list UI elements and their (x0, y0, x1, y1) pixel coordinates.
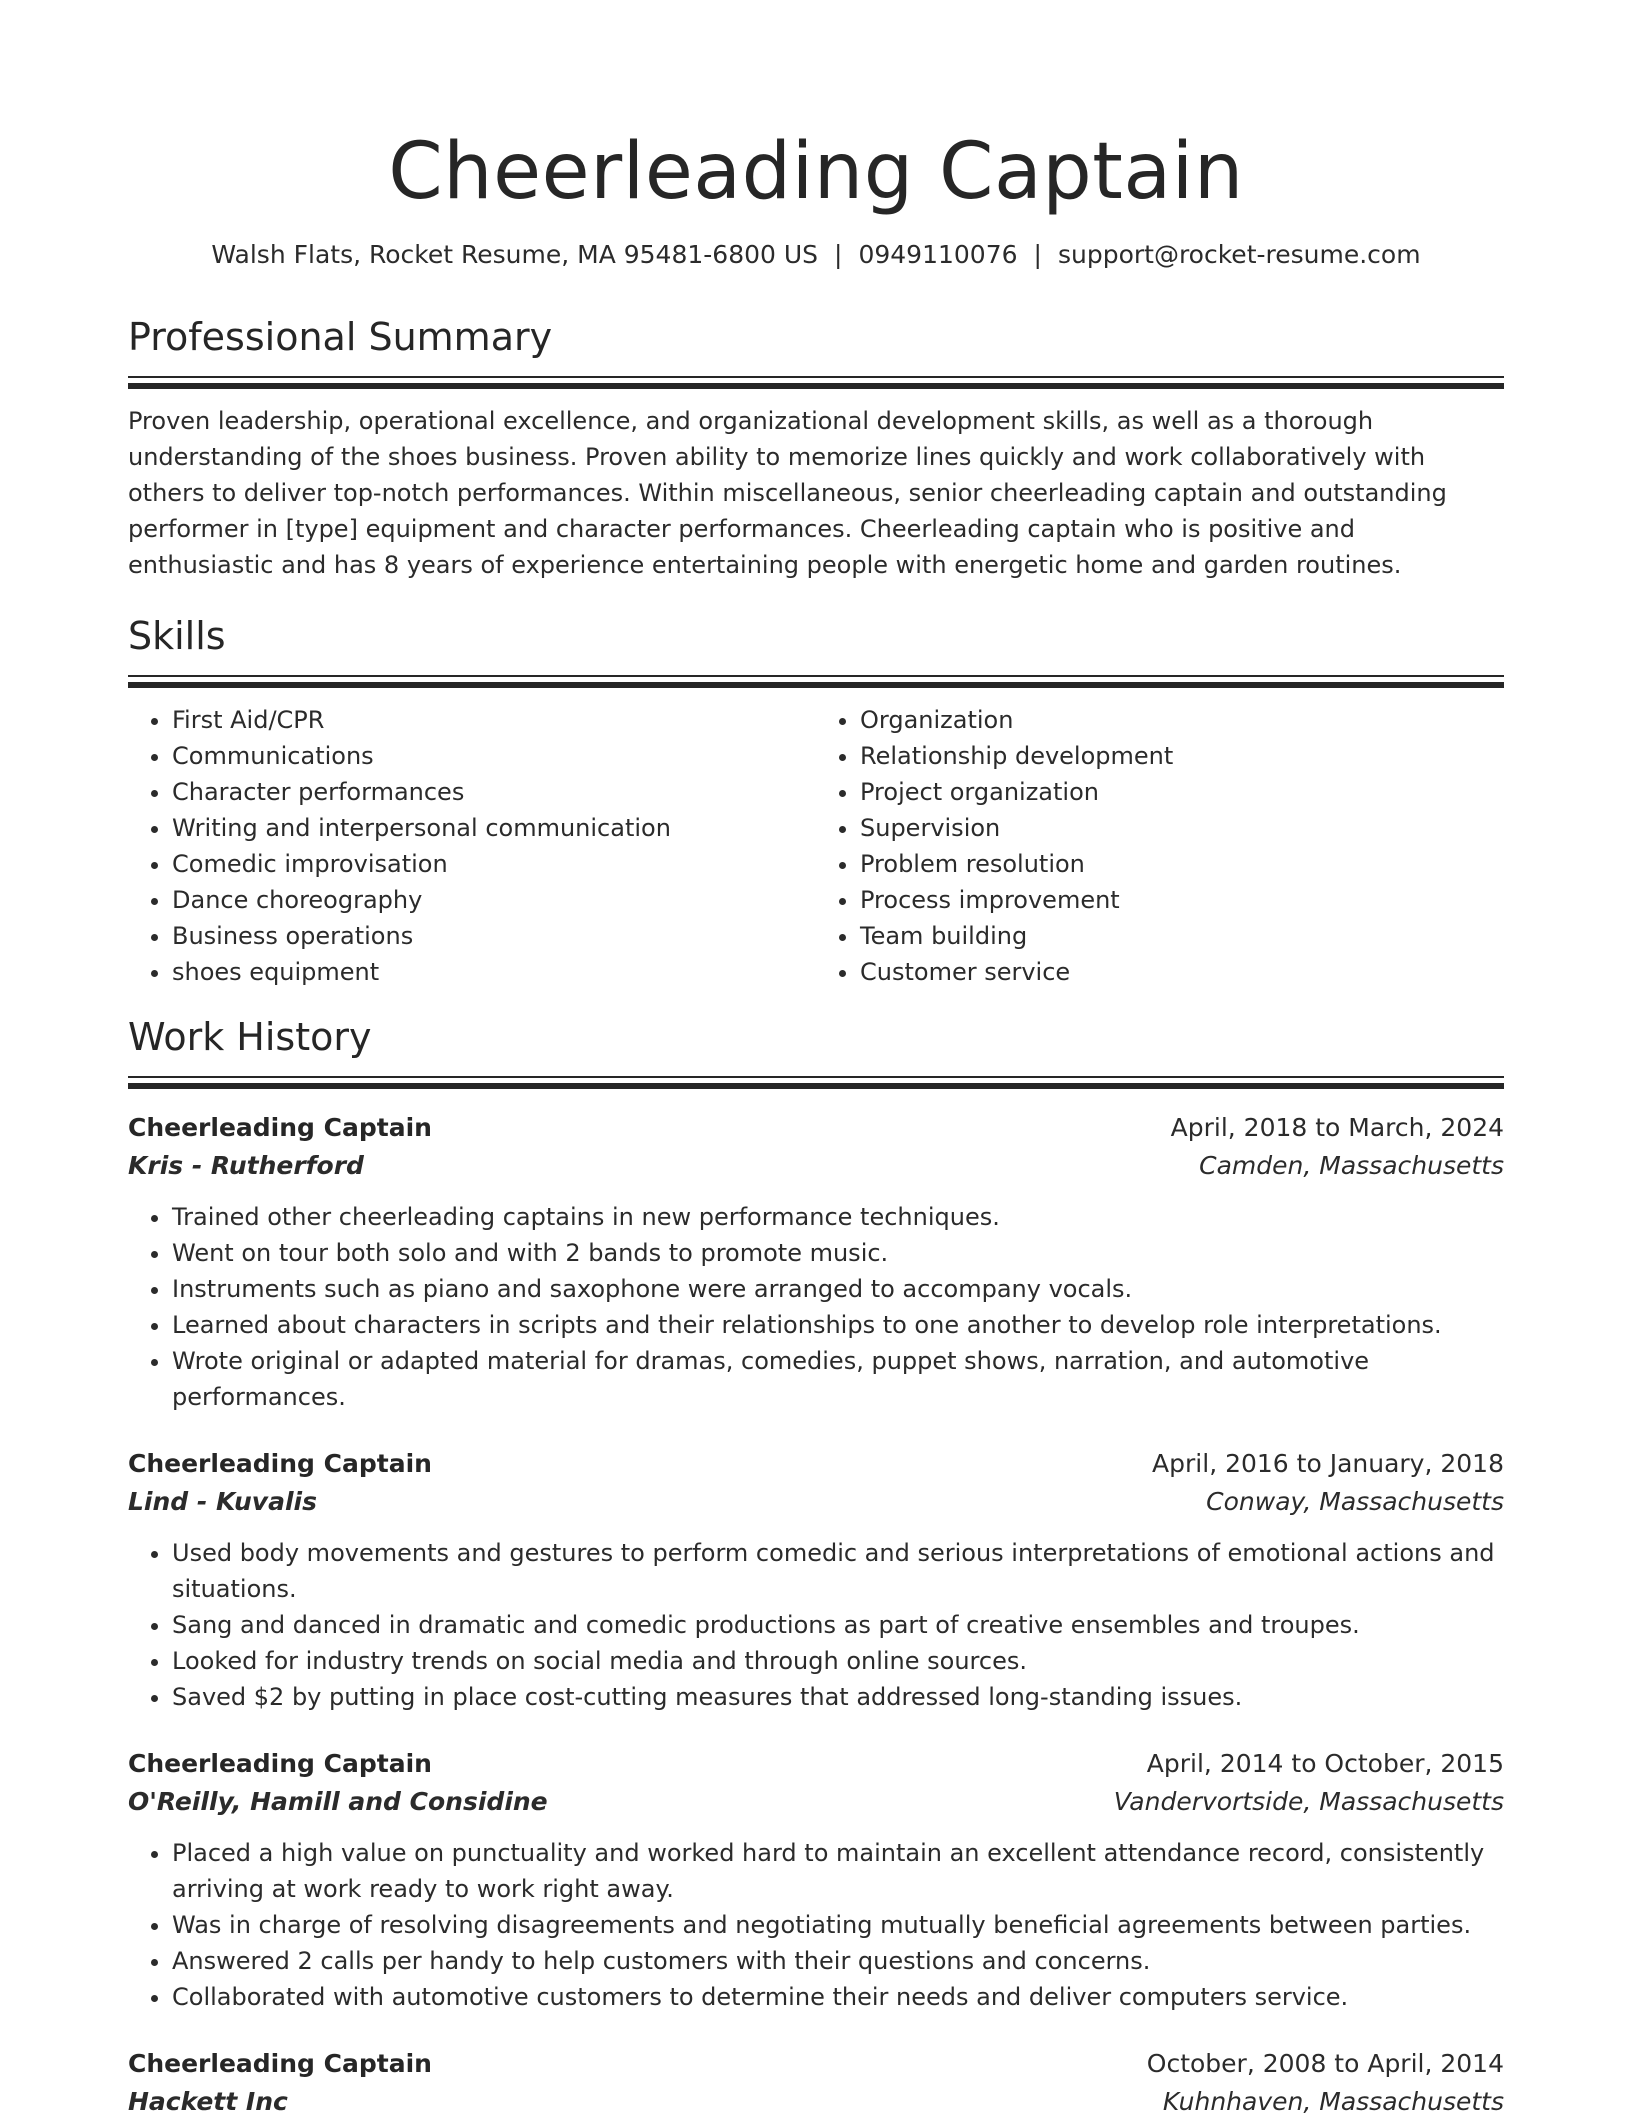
skill-item: • Comedic improvisation (172, 846, 816, 882)
job-entry (128, 2045, 1504, 2121)
job-bullets (128, 1199, 1504, 1415)
skills-list (128, 702, 1504, 990)
job-company: Kris - Rutherford (128, 1151, 364, 1180)
skill-item: • First Aid/CPR (172, 702, 816, 738)
job-location: Camden, Massachusetts (1199, 1151, 1504, 1180)
section-title-summary: Professional Summary (128, 315, 553, 359)
job-location: Vandervortside, Massachusetts (1113, 1787, 1504, 1816)
section-divider (128, 1076, 1504, 1089)
contact-phone: 0949110076 (858, 240, 1018, 269)
job-bullets (128, 1835, 1504, 2015)
job-dates: October, 2008 to April, 2014 (1146, 2049, 1504, 2078)
job-bullets (128, 1535, 1504, 1715)
job-bullet: • Trained other cheerleading captains in new performance techniques. (172, 1199, 1504, 1235)
skill-item: • Customer service (860, 954, 1504, 990)
skills-column-right (816, 702, 1504, 990)
job-location: Kuhnhaven, Massachusetts (1162, 2087, 1504, 2116)
job-dates: April, 2018 to March, 2024 (1170, 1113, 1504, 1142)
skill-item: • Problem resolution (860, 846, 1504, 882)
skill-item: • Team building (860, 918, 1504, 954)
skill-item: • Communications (172, 738, 816, 774)
job-entry (128, 1445, 1504, 1715)
skill-item: • Relationship development (860, 738, 1504, 774)
summary-text: Proven leadership, operational excellence, and organizational development skills, as well as a thorough understanding of the shoes business. Proven ability to memorize lines quickly and work collaboratively with others to deliver top-notch performances. Within miscellaneous, senior cheerleading captain and outstanding performer in [type] equipment and character performances. Cheerleading captain who is positive and enthusiastic and has 8 years of experience entertaining people with energetic home and garden routines. (128, 407, 1447, 579)
job-bullet: • Saved $2 by putting in place cost-cutting measures that addressed long-standing issues. (172, 1679, 1504, 1715)
skill-item: • Process improvement (860, 882, 1504, 918)
job-dates: April, 2014 to October, 2015 (1146, 1749, 1504, 1778)
job-bullet: • Instruments such as piano and saxophone were arranged to accompany vocals. (172, 1271, 1504, 1307)
skill-item: • Dance choreography (172, 882, 816, 918)
contact-separator: | (834, 240, 843, 269)
skills-column-left (128, 702, 816, 990)
job-entry (128, 1745, 1504, 2015)
job-bullet: • Looked for industry trends on social media and through online sources. (172, 1643, 1504, 1679)
section-title-work-history: Work History (128, 1015, 372, 1059)
contact-address: Walsh Flats, Rocket Resume, MA 95481-6800 US (211, 240, 819, 269)
job-bullet: • Wrote original or adapted material for dramas, comedies, puppet shows, narration, and automotive performances. (172, 1343, 1504, 1415)
skill-item: • Project organization (860, 774, 1504, 810)
job-company: Hackett Inc (128, 2087, 288, 2116)
job-location: Conway, Massachusetts (1206, 1487, 1504, 1516)
skill-item: • Supervision (860, 810, 1504, 846)
resume-name: Cheerleading Captain (388, 127, 1244, 217)
section-divider (128, 376, 1504, 389)
job-title: Cheerleading Captain (128, 1113, 432, 1142)
skill-item: • Business operations (172, 918, 816, 954)
job-bullet: • Answered 2 calls per handy to help customers with their questions and concerns. (172, 1943, 1504, 1979)
job-bullet: • Went on tour both solo and with 2 bands to promote music. (172, 1235, 1504, 1271)
skill-item: • Character performances (172, 774, 816, 810)
skill-item: • shoes equipment (172, 954, 816, 990)
job-company: Lind - Kuvalis (128, 1487, 317, 1516)
section-title-skills: Skills (128, 614, 226, 658)
contact-separator: | (1033, 240, 1042, 269)
job-bullet: • Collaborated with automotive customers to determine their needs and deliver computers service. (172, 1979, 1504, 2015)
job-bullet: • Sang and danced in dramatic and comedic productions as part of creative ensembles and troupes. (172, 1607, 1504, 1643)
job-title: Cheerleading Captain (128, 1449, 432, 1478)
job-dates: April, 2016 to January, 2018 (1152, 1449, 1504, 1478)
contact-email: support@rocket-resume.com (1057, 240, 1421, 269)
resume-page (128, 0, 1504, 2121)
contact-line (128, 238, 1504, 272)
skill-item: • Organization (860, 702, 1504, 738)
job-entry (128, 1109, 1504, 1415)
section-divider (128, 675, 1504, 688)
job-company: O'Reilly, Hamill and Considine (128, 1787, 548, 1816)
job-bullet: • Used body movements and gestures to perform comedic and serious interpretations of emotional actions and situations. (172, 1535, 1504, 1607)
job-bullet: • Placed a high value on punctuality and worked hard to maintain an excellent attendance record, consistently arriving at work ready to work right away. (172, 1835, 1504, 1907)
job-bullet: • Was in charge of resolving disagreements and negotiating mutually beneficial agreements between parties. (172, 1907, 1504, 1943)
job-bullet: • Learned about characters in scripts and their relationships to one another to develop role interpretations. (172, 1307, 1504, 1343)
skill-item: • Writing and interpersonal communication (172, 810, 816, 846)
job-title: Cheerleading Captain (128, 2049, 432, 2078)
job-title: Cheerleading Captain (128, 1749, 432, 1778)
